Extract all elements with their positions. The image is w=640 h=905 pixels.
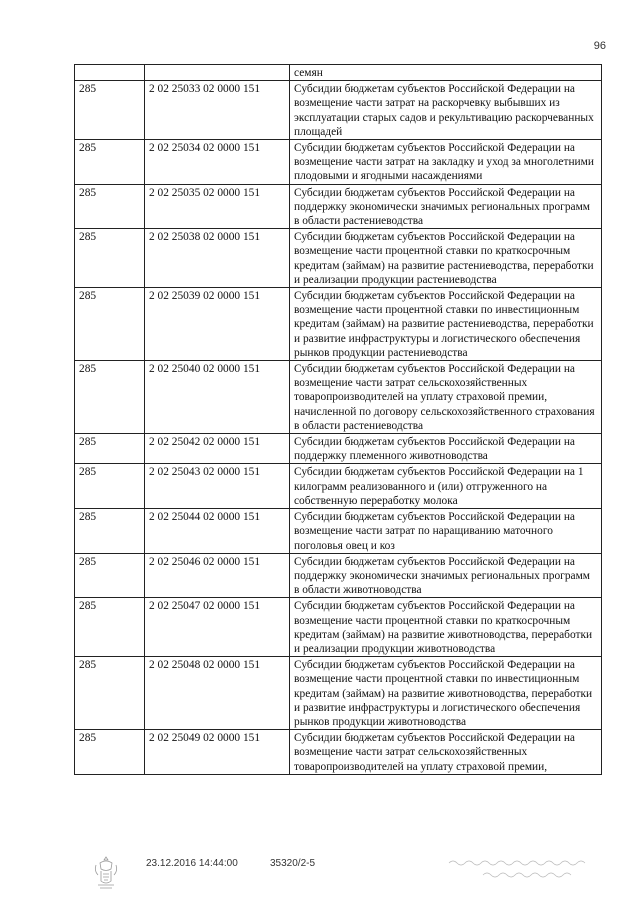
income-name-cell: Субсидии бюджетам субъектов Российской Федерации на возмещение части затрат на закладку и уход за многолетними плодовыми и ягодными насаждениями <box>290 140 602 185</box>
budget-code-cell: 2 02 25034 02 0000 151 <box>145 140 290 185</box>
page-number: 96 <box>593 40 606 52</box>
table-row <box>75 553 602 598</box>
income-name-cell: Субсидии бюджетам субъектов Российской Федерации на поддержку экономически значимых региональных программ в области растениеводства <box>290 184 602 229</box>
admin-code-cell <box>75 65 145 81</box>
income-name-cell: семян <box>290 65 602 81</box>
footer-document-number: 35320/2-5 <box>270 858 316 869</box>
budget-code-cell <box>145 65 290 81</box>
income-name-cell: Субсидии бюджетам субъектов Российской Федерации на возмещение части затрат по наращиванию маточного поголовья овец и коз <box>290 509 602 554</box>
admin-code-cell: 285 <box>75 657 145 730</box>
budget-code-cell: 2 02 25035 02 0000 151 <box>145 184 290 229</box>
admin-code-cell: 285 <box>75 81 145 140</box>
income-name-cell: Субсидии бюджетам субъектов Российской Федерации на возмещение части процентной ставки по краткосрочным кредитам (займам) на развитие животноводства, переработки и реализации продукции животноводства <box>290 598 602 657</box>
table-row <box>75 434 602 464</box>
table-row <box>75 464 602 509</box>
income-name-cell: Субсидии бюджетам субъектов Российской Федерации на 1 килограмм реализованного и (или) отгруженного на собственную переработку молока <box>290 464 602 509</box>
table-row <box>75 509 602 554</box>
admin-code-cell: 285 <box>75 553 145 598</box>
income-name-cell: Субсидии бюджетам субъектов Российской Федерации на возмещение части процентной ставки по инвестиционным кредитам (займам) на развитие растениеводства, переработки и развитие инфраструктуры и логистического обеспечения рынков продукции растениеводства <box>290 288 602 361</box>
table-row <box>75 81 602 140</box>
table-body <box>75 65 602 775</box>
income-name-cell: Субсидии бюджетам субъектов Российской Федерации на возмещение части затрат сельскохозяйственных товаропроизводителей на уплату страховой премии, начисленной по договору сельскохозяйственного страхования в области растениеводства <box>290 361 602 434</box>
admin-code-cell: 285 <box>75 184 145 229</box>
income-name-cell: Субсидии бюджетам субъектов Российской Федерации на возмещение части затрат сельскохозяйственных товаропроизводителей на уплату страховой премии, <box>290 730 602 775</box>
income-name-cell: Субсидии бюджетам субъектов Российской Федерации на возмещение части затрат на раскорчевку выбывших из эксплуатации старых садов и рекультивацию раскорчеванных площадей <box>290 81 602 140</box>
footer-date: 23.12.2016 14:44:00 <box>146 858 238 869</box>
table-row <box>75 657 602 730</box>
budget-code-cell: 2 02 25046 02 0000 151 <box>145 553 290 598</box>
table-row <box>75 288 602 361</box>
admin-code-cell: 285 <box>75 730 145 775</box>
budget-code-cell: 2 02 25042 02 0000 151 <box>145 434 290 464</box>
budget-code-cell: 2 02 25038 02 0000 151 <box>145 229 290 288</box>
budget-code-cell: 2 02 25040 02 0000 151 <box>145 361 290 434</box>
income-name-cell: Субсидии бюджетам субъектов Российской Федерации на возмещение части процентной ставки по инвестиционным кредитам (займам) на развитие животноводства, переработки и развитие инфраструктуры и логистического обеспечения рынков продукции животноводства <box>290 657 602 730</box>
budget-code-cell: 2 02 25044 02 0000 151 <box>145 509 290 554</box>
admin-code-cell: 285 <box>75 140 145 185</box>
income-name-cell: Субсидии бюджетам субъектов Российской Федерации на возмещение части процентной ставки по краткосрочным кредитам (займам) на развитие растениеводства, переработки и реализации продукции растениеводства <box>290 229 602 288</box>
budget-code-cell: 2 02 25039 02 0000 151 <box>145 288 290 361</box>
budget-code-cell: 2 02 25048 02 0000 151 <box>145 657 290 730</box>
admin-code-cell: 285 <box>75 434 145 464</box>
table-row <box>75 140 602 185</box>
table-row <box>75 184 602 229</box>
budget-code-cell: 2 02 25033 02 0000 151 <box>145 81 290 140</box>
table-row <box>75 229 602 288</box>
income-name-cell: Субсидии бюджетам субъектов Российской Федерации на поддержку племенного животноводства <box>290 434 602 464</box>
table-row <box>75 361 602 434</box>
table-row <box>75 730 602 775</box>
table-row <box>75 598 602 657</box>
admin-code-cell: 285 <box>75 598 145 657</box>
budget-code-cell: 2 02 25043 02 0000 151 <box>145 464 290 509</box>
admin-code-cell: 285 <box>75 464 145 509</box>
admin-code-cell: 285 <box>75 361 145 434</box>
budget-codes-table <box>74 64 602 775</box>
electronic-signature-stamp <box>445 855 595 885</box>
budget-code-cell: 2 02 25047 02 0000 151 <box>145 598 290 657</box>
table-row <box>75 65 602 81</box>
admin-code-cell: 285 <box>75 509 145 554</box>
coat-of-arms-icon <box>92 855 120 891</box>
income-name-cell: Субсидии бюджетам субъектов Российской Федерации на поддержку экономически значимых региональных программ в области животноводства <box>290 553 602 598</box>
page-footer <box>0 855 640 895</box>
admin-code-cell: 285 <box>75 229 145 288</box>
budget-code-cell: 2 02 25049 02 0000 151 <box>145 730 290 775</box>
admin-code-cell: 285 <box>75 288 145 361</box>
